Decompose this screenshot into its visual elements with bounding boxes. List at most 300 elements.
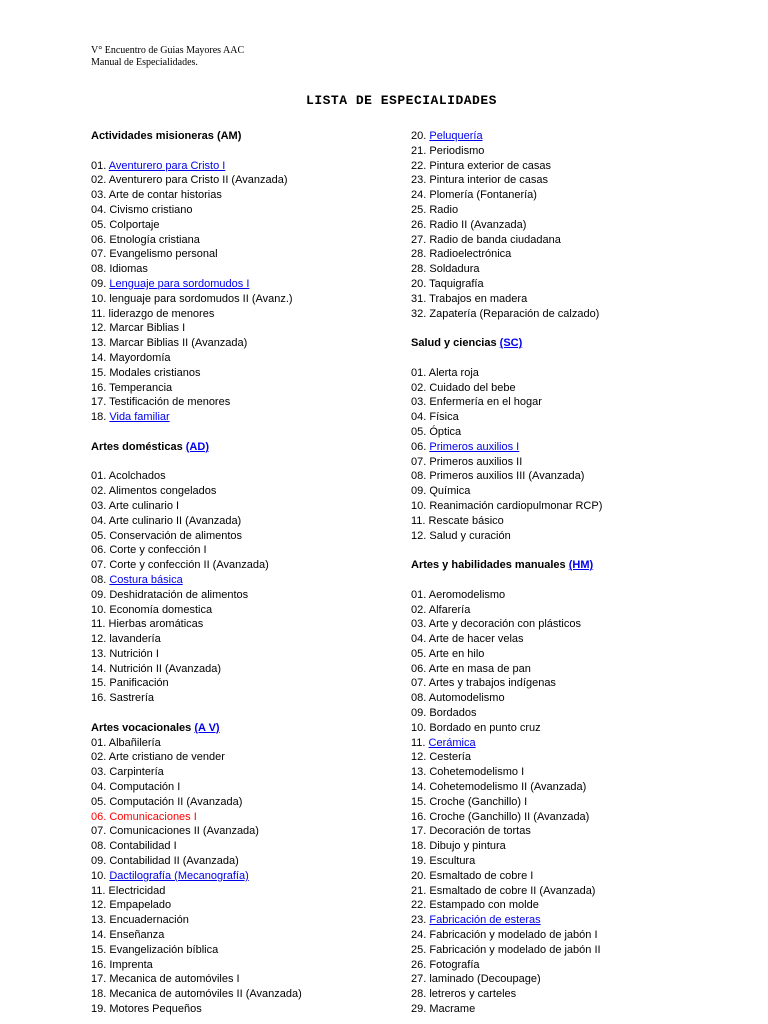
section-code-link[interactable]: (SC) (499, 337, 523, 350)
list-item (91, 218, 391, 233)
item-number: 04. (91, 781, 107, 794)
list-item (91, 913, 391, 928)
list-item (411, 750, 711, 765)
header-line-manual: Manual de Especialidades. (91, 57, 198, 68)
item-number: 04. (411, 633, 427, 646)
list-item[interactable] (91, 277, 391, 292)
item-label: Fabricación y modelado de jabón I (429, 929, 598, 942)
item-label: Arte en masa de pan (428, 662, 531, 675)
item-number: 15. (91, 366, 107, 379)
item-number: 09. (91, 588, 107, 601)
item-number: 17. (411, 825, 427, 838)
item-number: 09. (411, 485, 427, 498)
item-number: 14. (91, 351, 107, 364)
item-label: Física (429, 411, 459, 424)
item-label: Empapelado (109, 899, 172, 912)
item-label: Alimentos congelados (108, 485, 217, 498)
item-number: 08. (411, 692, 427, 705)
list-item (411, 425, 711, 440)
item-number: 16. (91, 692, 107, 705)
list-item (91, 173, 391, 188)
list-item (411, 691, 711, 706)
item-number: 28. (411, 263, 427, 276)
item-label: Escultura (429, 855, 476, 868)
section-code-link[interactable]: (A V) (194, 721, 220, 734)
item-label: Fabricación y modelado de jabón II (429, 943, 601, 956)
item-number: 01. (91, 470, 107, 483)
list-item (411, 869, 711, 884)
list-item (411, 469, 711, 484)
list-item (91, 780, 391, 795)
item-number: 01. (91, 736, 107, 749)
item-number: 18. (411, 840, 427, 853)
list-item[interactable] (411, 736, 711, 751)
item-number: 05. (411, 425, 427, 438)
item-label: Mecanica de automóviles I (109, 973, 240, 986)
item-label: Arte cristiano de vender (108, 751, 225, 764)
item-label: Periodismo (429, 144, 485, 157)
item-number: 28. (411, 248, 427, 261)
item-label: Radio (429, 203, 459, 216)
item-label: Química (429, 485, 471, 498)
right-column (411, 129, 711, 1017)
item-number: 02. (91, 174, 107, 187)
item-number: 17. (91, 396, 107, 409)
list-item (91, 795, 391, 810)
item-number: 04. (411, 411, 427, 424)
item-number: 03. (91, 499, 107, 512)
item-number: 24. (411, 929, 427, 942)
list-item (411, 484, 711, 499)
item-label: Colportaje (109, 218, 160, 231)
item-label: Comunicaciones II (Avanzada) (109, 825, 259, 838)
item-label: Sastrería (109, 692, 154, 705)
item-number: 06. (411, 440, 427, 453)
list-item (91, 366, 391, 381)
list-item (411, 381, 711, 396)
list-item (411, 262, 711, 277)
item-label: Conservación de alimentos (109, 529, 243, 542)
left-column (91, 129, 391, 1017)
item-label: Temperancia (109, 381, 173, 394)
list-item (411, 292, 711, 307)
item-label: Bordado en punto cruz (429, 721, 541, 734)
item-number: 13. (91, 337, 107, 350)
list-item (411, 188, 711, 203)
item-number: 05. (91, 218, 107, 231)
list-item (91, 647, 391, 662)
item-label: Computación II (Avanzada) (109, 795, 243, 808)
item-label: Salud y curación (429, 529, 511, 542)
item-label: Esmaltado de cobre II (Avanzada) (429, 884, 596, 897)
item-number: 03. (411, 618, 427, 631)
section-heading-label: Artes domésticas (91, 440, 186, 453)
section-heading-label: Artes y habilidades manuales (411, 559, 569, 572)
blank-line (411, 543, 711, 558)
item-label: Nutrición II (Avanzada) (109, 662, 222, 675)
list-item[interactable] (91, 410, 391, 425)
list-item (91, 262, 391, 277)
item-label: Reanimación cardiopulmonar RCP) (429, 499, 603, 512)
list-item (91, 233, 391, 248)
list-item (91, 603, 391, 618)
item-label: Panificación (109, 677, 169, 690)
list-item (411, 898, 711, 913)
item-label: Esmaltado de cobre I (429, 869, 534, 882)
item-label: Aventurero para Cristo II (Avanzada) (108, 174, 288, 187)
item-number: 14. (91, 662, 107, 675)
item-label: Dibujo y pintura (429, 840, 506, 853)
list-item (91, 810, 391, 825)
item-number: 03. (91, 766, 107, 779)
item-number: 02. (411, 381, 427, 394)
item-number: 29. (411, 1003, 427, 1016)
section-code-link[interactable]: (HM) (568, 559, 594, 572)
item-link[interactable]: Cerámica (428, 736, 476, 749)
list-item[interactable] (411, 440, 711, 455)
item-label: Comunicaciones I (109, 810, 197, 823)
section-heading-salud-y-ciencias (411, 336, 711, 351)
item-label: Radio II (Avanzada) (429, 218, 527, 231)
item-label: Soldadura (429, 263, 480, 276)
list-item (411, 617, 711, 632)
item-number: 19. (411, 855, 427, 868)
list-item[interactable] (91, 573, 391, 588)
section-heading-label: Actividades misioneras (AM) (91, 130, 242, 142)
item-number: 15. (91, 943, 107, 956)
item-number: 09. (91, 855, 107, 868)
item-number: 18. (91, 411, 107, 424)
list-item[interactable] (91, 869, 391, 884)
item-number: 28. (411, 988, 427, 1001)
item-number: 25. (411, 203, 427, 216)
list-item (411, 203, 711, 218)
item-link[interactable]: Peluquería (429, 130, 483, 142)
item-label: Fotografía (429, 958, 480, 971)
header-line-event: V° Encuentro de Guias Mayores AAC (91, 45, 245, 56)
item-label: Croche (Ganchillo) I (429, 795, 528, 808)
list-item (91, 336, 391, 351)
list-item (411, 987, 711, 1002)
item-number: 21. (411, 144, 427, 157)
item-number: 10. (411, 499, 427, 512)
item-label: Albañilería (108, 736, 161, 749)
item-number: 16. (91, 958, 107, 971)
item-link[interactable]: Costura básica (109, 573, 183, 586)
item-label: Arte de contar historias (108, 189, 222, 202)
item-label: Radioelectrónica (429, 248, 512, 261)
list-item (411, 1002, 711, 1017)
item-number: 11. (91, 307, 106, 320)
item-label: Civismo cristiano (109, 203, 193, 216)
list-item (411, 499, 711, 514)
item-label: Pintura interior de casas (429, 174, 548, 187)
list-item (91, 662, 391, 677)
item-number: 24. (411, 189, 427, 202)
list-item (91, 484, 391, 499)
item-number: 09. (91, 277, 107, 290)
item-number: 10. (91, 292, 107, 305)
list-item[interactable] (91, 159, 391, 174)
list-item (91, 987, 391, 1002)
item-label: Macrame (429, 1003, 476, 1016)
list-item (411, 247, 711, 262)
item-number: 20. (411, 277, 427, 290)
item-label: Automodelismo (428, 692, 505, 705)
item-label: Arte en hilo (428, 647, 485, 660)
item-number: 14. (411, 781, 427, 794)
blank-line (411, 573, 711, 588)
list-item (411, 588, 711, 603)
item-label: Radio de banda ciudadana (429, 233, 561, 246)
item-label: Modales cristianos (109, 366, 201, 379)
list-item (91, 247, 391, 262)
item-label: Computación I (109, 781, 181, 794)
item-label: Hierbas aromáticas (108, 618, 204, 631)
section-heading-artes-vocacionales (91, 721, 391, 736)
item-label: Artes y trabajos indígenas (428, 677, 556, 690)
list-item[interactable] (411, 913, 711, 928)
item-label: Acolchados (108, 470, 166, 483)
blank-line (91, 706, 391, 721)
item-number: 32. (411, 307, 427, 320)
item-number: 26. (411, 958, 427, 971)
list-item (411, 676, 711, 691)
item-number: 02. (91, 751, 107, 764)
list-item (91, 499, 391, 514)
list-item (411, 277, 711, 292)
item-number: 11. (411, 736, 426, 749)
item-label: Rescate básico (428, 514, 504, 527)
list-item (91, 676, 391, 691)
list-item (91, 203, 391, 218)
item-label: Alerta roja (428, 366, 479, 379)
list-item (411, 529, 711, 544)
item-number: 10. (411, 721, 427, 734)
list-item (411, 410, 711, 425)
section-heading-actividades-misioneras-am (91, 129, 391, 144)
item-label: Trabajos en madera (429, 292, 528, 305)
section-heading-label: Salud y ciencias (411, 337, 500, 350)
section-heading-label: Artes vocacionales (91, 721, 195, 734)
list-item (411, 706, 711, 721)
item-number: 23. (411, 914, 427, 927)
item-number: 04. (91, 203, 107, 216)
list-item (411, 824, 711, 839)
item-label: Zapatería (Reparación de calzado) (429, 307, 600, 320)
list-item (411, 218, 711, 233)
list-item (91, 854, 391, 869)
item-label: Mecanica de automóviles II (Avanzada) (109, 988, 302, 1001)
item-number: 02. (91, 485, 107, 498)
list-item (411, 721, 711, 736)
item-label: Corte y confección I (109, 544, 207, 557)
item-label: Marcar Biblias I (109, 322, 186, 335)
item-label: Óptica (429, 425, 462, 438)
item-number: 01. (411, 366, 427, 379)
item-label: Primeros auxilios III (Avanzada) (429, 470, 585, 483)
item-label: Imprenta (109, 958, 153, 971)
item-label: letreros y carteles (429, 988, 517, 1001)
item-label: Aeromodelismo (428, 588, 506, 601)
item-number: 02. (411, 603, 427, 616)
item-label: Cohetemodelismo I (429, 766, 525, 779)
list-item (91, 543, 391, 558)
item-label: Plomería (Fontanería) (429, 189, 537, 202)
item-number: 10. (91, 869, 107, 882)
item-number: 08. (411, 470, 427, 483)
item-number: 15. (411, 795, 427, 808)
list-item (91, 928, 391, 943)
item-number: 11. (91, 618, 106, 631)
item-label: liderazgo de menores (108, 307, 215, 320)
item-label: Testificación de menores (109, 396, 231, 409)
list-item (411, 765, 711, 780)
item-label: Marcar Biblias II (Avanzada) (109, 337, 248, 350)
list-item (91, 972, 391, 987)
item-label: Mayordomía (109, 351, 171, 364)
list-item (411, 839, 711, 854)
list-item (411, 972, 711, 987)
item-number: 11. (91, 884, 106, 897)
list-item (411, 795, 711, 810)
item-label: Contabilidad I (109, 840, 177, 853)
list-item (91, 321, 391, 336)
list-item (411, 632, 711, 647)
item-number: 01. (91, 159, 107, 172)
list-item (411, 514, 711, 529)
list-item (91, 839, 391, 854)
item-number: 03. (91, 189, 107, 202)
item-link[interactable]: Lenguaje para sordomudos I (109, 277, 250, 290)
item-number: 06. (91, 810, 107, 823)
blank-line (411, 321, 711, 336)
item-number: 08. (91, 840, 107, 853)
item-label: Evangelismo personal (109, 248, 218, 261)
list-item (91, 884, 391, 899)
item-number: 07. (411, 677, 427, 690)
item-label: Decoración de tortas (429, 825, 531, 838)
item-number: 21. (411, 884, 427, 897)
item-number: 03. (411, 396, 427, 409)
list-item (411, 307, 711, 322)
list-item (91, 824, 391, 839)
item-link[interactable]: Dactilografía (Mecanografía) (109, 869, 249, 882)
item-label: laminado (Decoupage) (429, 973, 541, 986)
list-item (411, 854, 711, 869)
item-number: 12. (91, 633, 107, 646)
list-item (411, 233, 711, 248)
list-item (91, 588, 391, 603)
list-item (411, 647, 711, 662)
item-label: Motores Pequeños (109, 1003, 202, 1016)
list-item (91, 558, 391, 573)
list-item (91, 632, 391, 647)
item-label: lavandería (109, 633, 161, 646)
item-link[interactable]: Aventurero para Cristo I (108, 159, 226, 172)
item-number: 08. (91, 263, 107, 276)
item-number: 13. (91, 914, 107, 927)
list-item (411, 366, 711, 381)
list-item (91, 1002, 391, 1017)
item-label: Arte y decoración con plásticos (428, 618, 581, 631)
item-label: Arte culinario I (108, 499, 180, 512)
item-label: Croche (Ganchillo) II (Avanzada) (429, 810, 590, 823)
item-number: 05. (411, 647, 427, 660)
list-item (91, 750, 391, 765)
item-label: Arte de hacer velas (428, 633, 524, 646)
item-label: Evangelización bíblica (109, 943, 219, 956)
item-number: 20. (411, 869, 427, 882)
list-item (411, 395, 711, 410)
section-heading-artes-y-habilidades-manuales (411, 558, 711, 573)
item-number: 12. (411, 529, 427, 542)
item-link[interactable]: Fabricación de esteras (429, 914, 541, 927)
item-label: Nutrición I (109, 647, 159, 660)
item-number: 07. (91, 825, 107, 838)
item-link[interactable]: Vida familiar (109, 411, 170, 424)
item-number: 01. (411, 588, 427, 601)
list-item (411, 780, 711, 795)
item-number: 27. (411, 973, 427, 986)
item-label: Cohetemodelismo II (Avanzada) (429, 781, 587, 794)
list-item (411, 173, 711, 188)
list-item (91, 736, 391, 751)
list-item (411, 455, 711, 470)
item-label: Primeros auxilios II (429, 455, 523, 468)
item-number: 22. (411, 159, 427, 172)
list-item (411, 144, 711, 159)
item-label: Contabilidad II (Avanzada) (109, 855, 239, 868)
item-link[interactable]: Primeros auxilios I (429, 440, 520, 453)
list-item (91, 514, 391, 529)
item-number: 26. (411, 218, 427, 231)
list-item[interactable] (411, 129, 711, 144)
list-item (411, 662, 711, 677)
section-heading-artes-domesticas (91, 440, 391, 455)
item-number: 06. (411, 662, 427, 675)
item-number: 12. (91, 322, 107, 335)
item-number: 11. (411, 514, 426, 527)
item-number: 13. (91, 647, 107, 660)
list-item (91, 395, 391, 410)
item-number: 13. (411, 766, 427, 779)
list-item (91, 958, 391, 973)
list-item (91, 292, 391, 307)
item-label: Encuadernación (109, 914, 189, 927)
blank-line (411, 351, 711, 366)
item-number: 14. (91, 929, 107, 942)
item-number: 12. (411, 751, 427, 764)
item-label: Bordados (429, 707, 477, 720)
list-item (411, 943, 711, 958)
page-title: LISTA DE ESPECIALIDADES (306, 93, 497, 108)
item-number: 18. (91, 988, 107, 1001)
item-label: Estampado con molde (429, 899, 539, 912)
item-label: Enfermería en el hogar (429, 396, 542, 409)
item-number: 05. (91, 529, 107, 542)
item-number: 09. (411, 707, 427, 720)
blank-line (91, 455, 391, 470)
list-item (411, 958, 711, 973)
item-number: 16. (411, 810, 427, 823)
blank-line (91, 425, 391, 440)
list-item (91, 617, 391, 632)
item-label: Economía domestica (109, 603, 213, 616)
list-item (91, 691, 391, 706)
section-code-link[interactable]: (AD) (185, 440, 209, 453)
item-label: Idiomas (109, 263, 148, 276)
